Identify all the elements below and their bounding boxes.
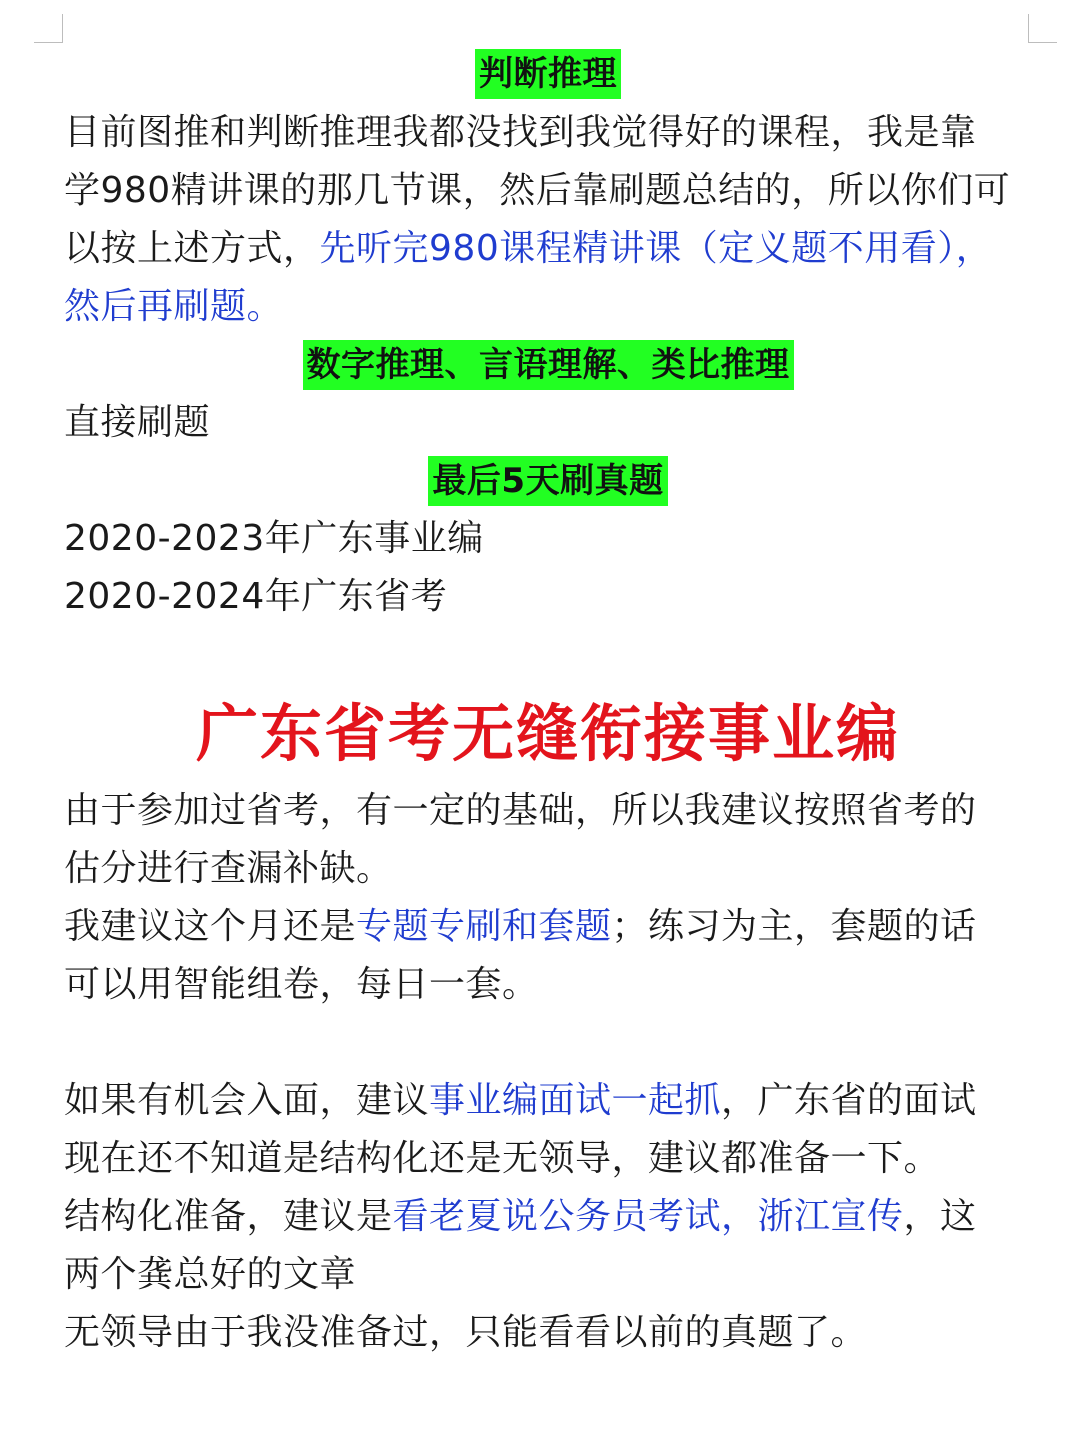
paragraph-line: 可以用智能组卷，每日一套。: [64, 964, 539, 1005]
paragraph-line: 目前图推和判断推理我都没找到我觉得好的课程，我是靠: [64, 112, 977, 153]
paragraph-line: [64, 898, 1032, 956]
highlighted-text: 专题专刷和套题: [356, 906, 612, 947]
document-page: [64, 44, 1032, 1362]
paragraph-line: [64, 220, 1032, 278]
paragraph-line: 2020-2024年广东省考: [64, 576, 448, 617]
heading-last-5-days: 最后5天刷真题: [428, 456, 667, 506]
spacer: [64, 1014, 1032, 1072]
highlighted-text: 事业编面试一起抓: [429, 1080, 722, 1121]
paragraph-line: 2020-2023年广东事业编: [64, 518, 484, 559]
main-title: 广东省考无缝衔接事业编: [195, 697, 900, 770]
heading-numeric-verbal-analogy: 数字推理、言语理解、类比推理: [303, 340, 794, 390]
text-run: 我建议这个月还是: [64, 906, 357, 947]
text-run: 结构化准备，建议是: [64, 1196, 393, 1237]
paragraph-line: 直接刷题: [64, 402, 211, 443]
text-run: ，广东省的面试: [721, 1080, 977, 1121]
page-corner-mark-top-left: [34, 14, 63, 43]
paragraph-line: 两个龚总好的文章: [64, 1254, 357, 1295]
highlighted-text: 先听完980课程精讲课（定义题不用看），: [319, 228, 993, 269]
heading-row: [64, 336, 1032, 394]
highlighted-text: 看老夏说公务员考试，浙江宣传: [392, 1196, 904, 1237]
spacer: [64, 626, 1032, 686]
page-corner-mark-top-right: [1028, 14, 1057, 43]
highlighted-text: 然后再刷题。: [64, 286, 284, 327]
paragraph-line: 学980精讲课的那几节课，然后靠刷题总结的，所以你们可: [64, 170, 1011, 211]
paragraph-line: 现在还不知道是结构化还是无领导，建议都准备一下。: [64, 1138, 941, 1179]
heading-row: [64, 452, 1032, 510]
text-run: 如果有机会入面，建议: [64, 1080, 430, 1121]
paragraph-line: [64, 1188, 1032, 1246]
text-run: ；练习为主，套题的话: [611, 906, 977, 947]
text-run: ，这: [903, 1196, 977, 1237]
paragraph-line: 估分进行查漏补缺。: [64, 848, 393, 889]
text-run: 以按上述方式，: [64, 228, 320, 269]
paragraph-line: 由于参加过省考，有一定的基础，所以我建议按照省考的: [64, 790, 977, 831]
paragraph-line: [64, 1072, 1032, 1130]
paragraph-line: 无领导由于我没准备过，只能看看以前的真题了。: [64, 1312, 868, 1353]
heading-judgment-reasoning: 判断推理: [475, 49, 621, 99]
heading-row: [64, 44, 1032, 104]
